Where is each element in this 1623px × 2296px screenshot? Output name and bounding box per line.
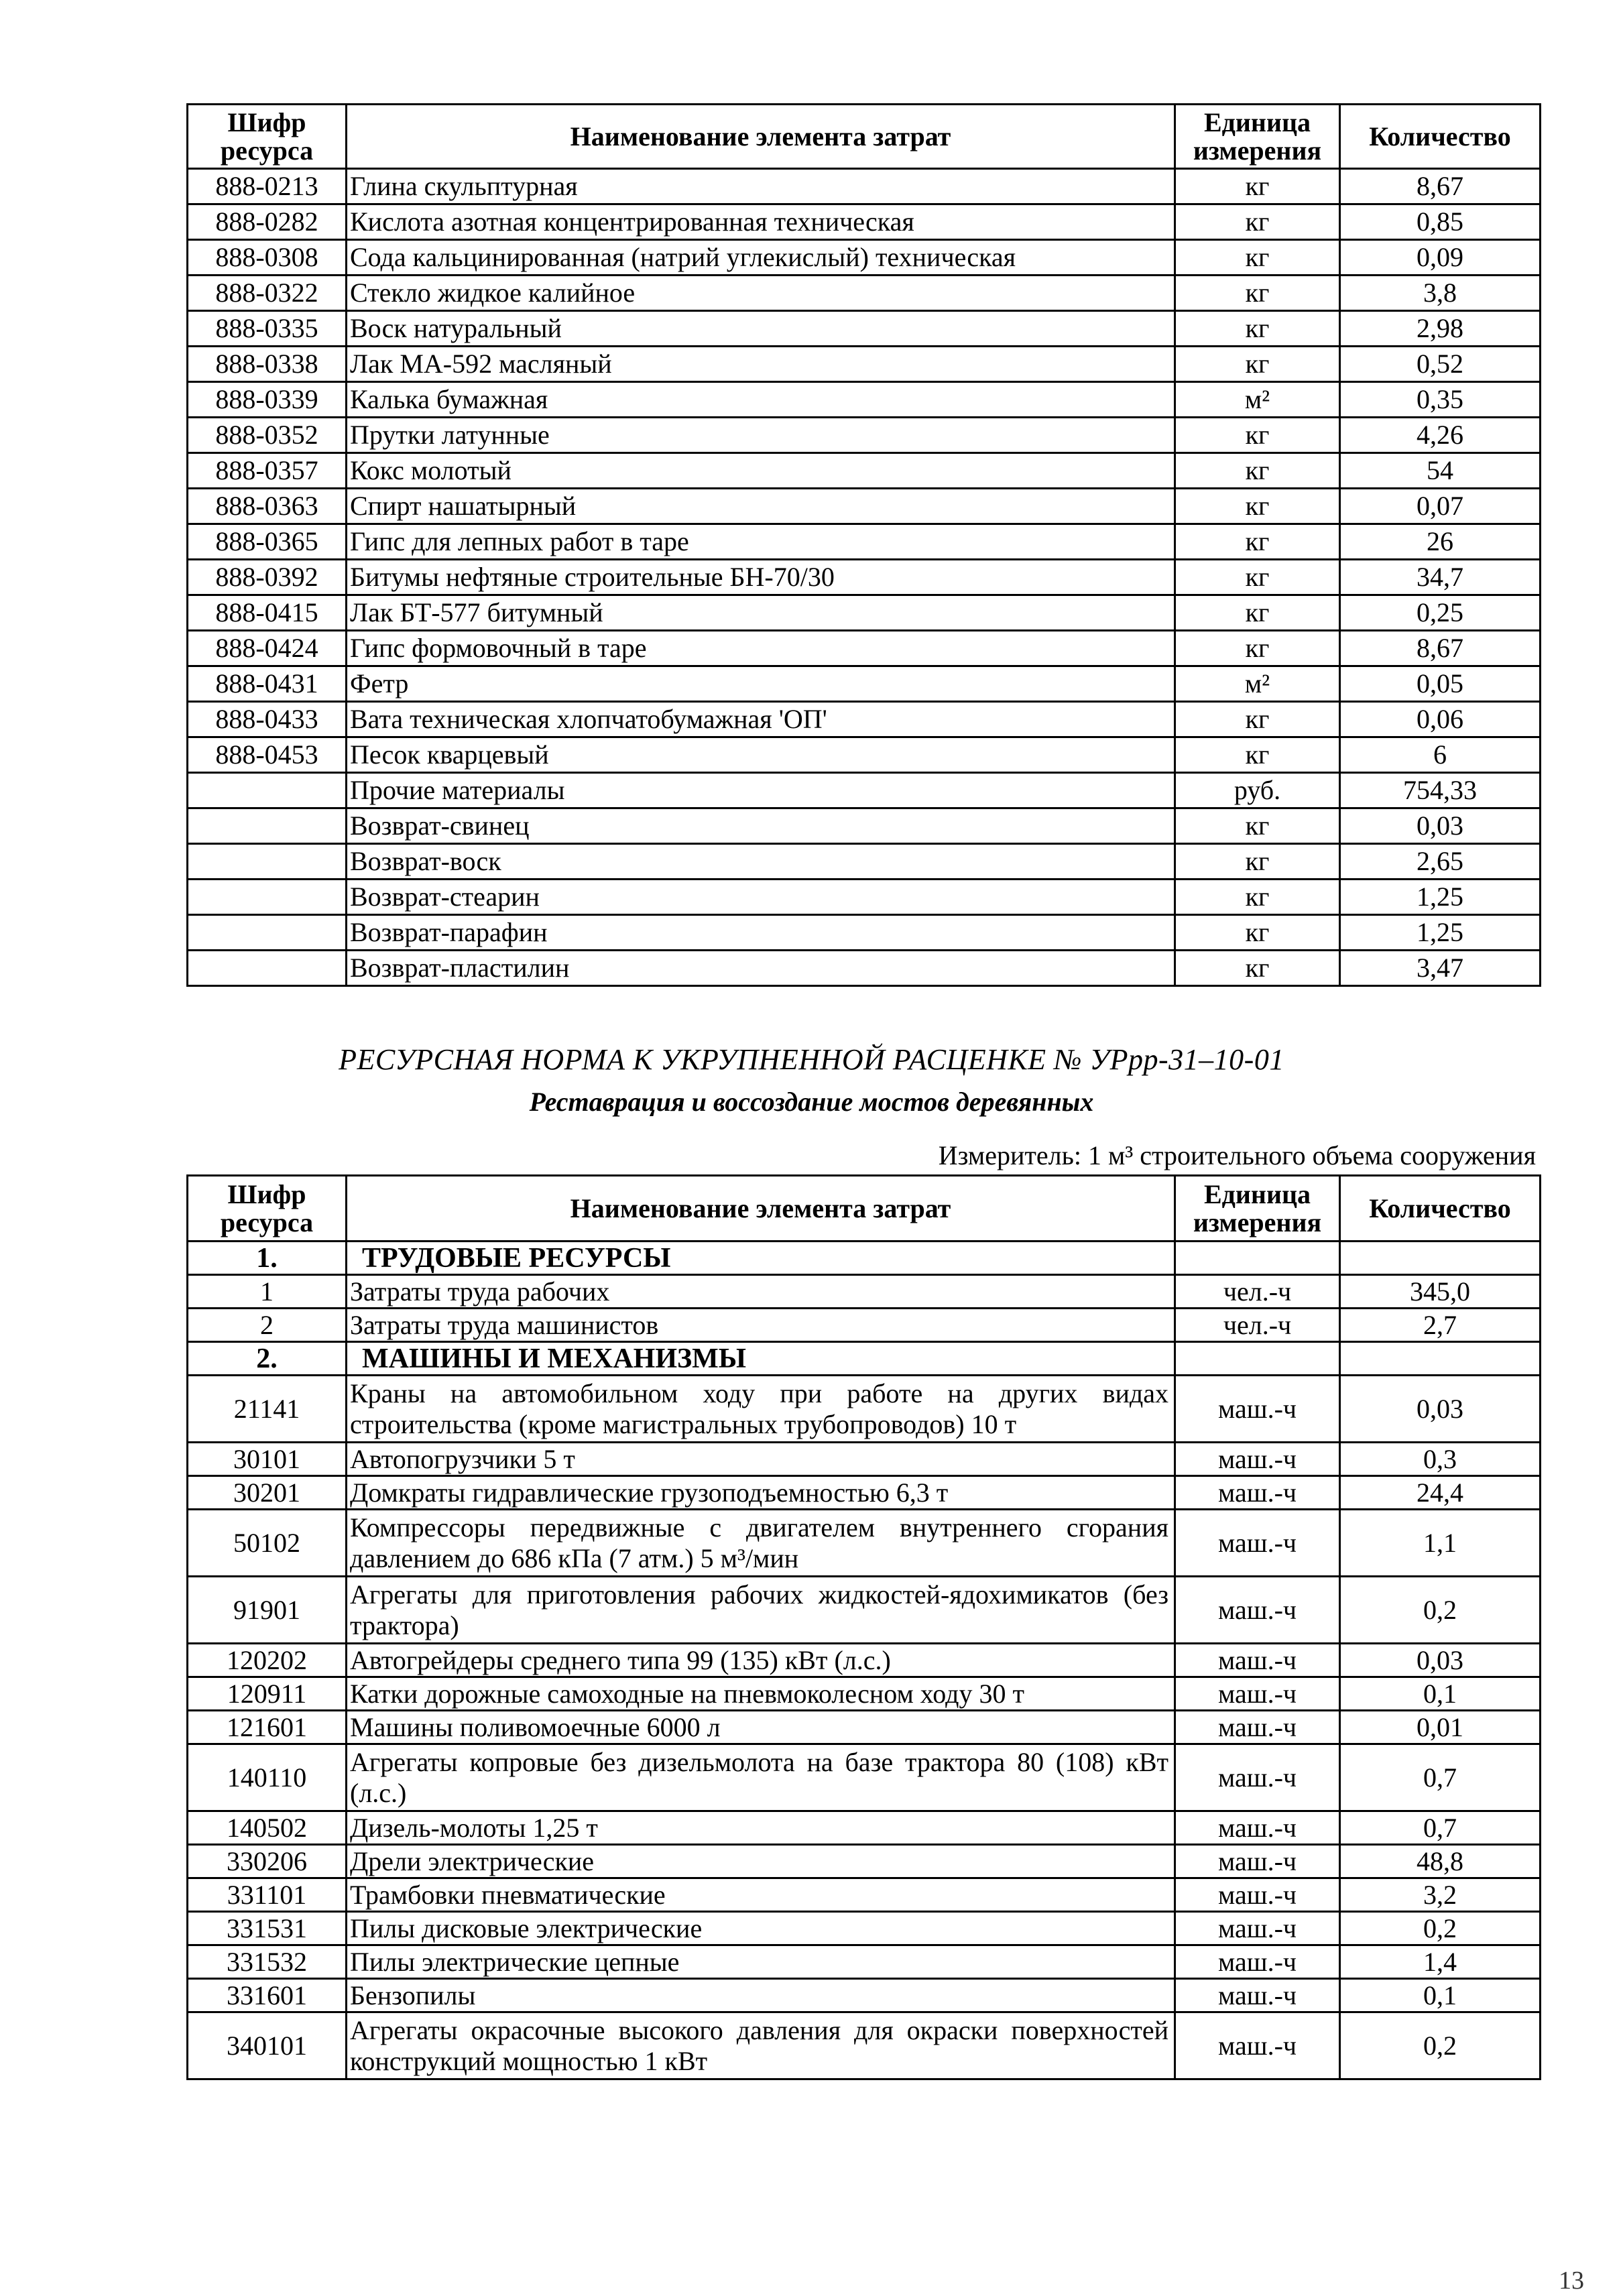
table-row <box>188 1744 1541 1811</box>
cell-qty: 2,98 <box>1340 311 1541 347</box>
cell-qty: 1,25 <box>1340 880 1541 915</box>
cell-name: Возврат-пластилин <box>347 951 1175 986</box>
table-header-row <box>188 1176 1541 1242</box>
cell-name: Песок кварцевый <box>347 737 1175 773</box>
cell-name: Дрели электрические <box>347 1845 1175 1878</box>
cell-code: 888-0352 <box>188 418 347 453</box>
table-row <box>188 382 1541 418</box>
table-row <box>188 1443 1541 1476</box>
cell-unit: руб. <box>1175 773 1340 808</box>
section-title: МАШИНЫ И МЕХАНИЗМЫ <box>347 1342 1175 1376</box>
cell-name: Гипс формовочный в таре <box>347 631 1175 666</box>
cell-qty: 2,65 <box>1340 844 1541 880</box>
cell-unit: маш.-ч <box>1175 1476 1340 1510</box>
cell-name: Пилы дисковые электрические <box>347 1912 1175 1945</box>
cell-name: Пилы электрические цепные <box>347 1945 1175 1979</box>
cell-qty: 0,7 <box>1340 1744 1541 1811</box>
table-row <box>188 2012 1541 2079</box>
table-row <box>188 773 1541 808</box>
cell-unit: кг <box>1175 204 1340 240</box>
cell-name: Калька бумажная <box>347 382 1175 418</box>
table-row <box>188 240 1541 276</box>
cell-code: 121601 <box>188 1711 347 1744</box>
cell-code <box>188 915 347 951</box>
cell-code: 21141 <box>188 1376 347 1443</box>
cell-qty: 4,26 <box>1340 418 1541 453</box>
cell-qty <box>1340 1242 1541 1275</box>
cell-name: Агрегаты копровые без дизельмолота на базе трактора 80 (108) кВт (л.с.) <box>347 1744 1175 1811</box>
cell-unit: м² <box>1175 382 1340 418</box>
cell-name: Автопогрузчики 5 т <box>347 1443 1175 1476</box>
table-row <box>188 204 1541 240</box>
header-unit: Единица измерения <box>1175 105 1340 169</box>
cell-qty: 0,25 <box>1340 595 1541 631</box>
cell-name: Кокс молотый <box>347 453 1175 489</box>
cell-unit: кг <box>1175 418 1340 453</box>
cell-code: 331101 <box>188 1878 347 1912</box>
cell-code: 331531 <box>188 1912 347 1945</box>
cell-unit: маш.-ч <box>1175 1677 1340 1711</box>
cell-unit: маш.-ч <box>1175 1912 1340 1945</box>
cell-unit: кг <box>1175 276 1340 311</box>
cell-qty: 754,33 <box>1340 773 1541 808</box>
cell-qty: 24,4 <box>1340 1476 1541 1510</box>
cell-code: 1 <box>188 1275 347 1309</box>
cell-code <box>188 808 347 844</box>
table-row <box>188 453 1541 489</box>
cell-unit: маш.-ч <box>1175 1979 1340 2012</box>
cell-qty: 0,1 <box>1340 1677 1541 1711</box>
cell-qty: 0,2 <box>1340 1912 1541 1945</box>
cell-qty: 26 <box>1340 524 1541 560</box>
cell-name: Агрегаты для приготовления рабочих жидкостей-ядохимикатов (без трактора) <box>347 1577 1175 1644</box>
cell-qty: 48,8 <box>1340 1845 1541 1878</box>
materials-table-body <box>188 169 1541 986</box>
table-row <box>188 489 1541 524</box>
resources-table <box>186 1174 1541 2080</box>
table-row <box>188 524 1541 560</box>
cell-qty: 0,35 <box>1340 382 1541 418</box>
table-row <box>188 737 1541 773</box>
table-row <box>188 1309 1541 1342</box>
materials-table <box>186 103 1541 987</box>
cell-code: 888-0431 <box>188 666 347 702</box>
cell-code: 2 <box>188 1309 347 1342</box>
cell-unit: кг <box>1175 880 1340 915</box>
table-row <box>188 844 1541 880</box>
cell-qty: 0,2 <box>1340 2012 1541 2079</box>
cell-code <box>188 844 347 880</box>
cell-unit: маш.-ч <box>1175 1845 1340 1878</box>
cell-name: Стекло жидкое калийное <box>347 276 1175 311</box>
table-row <box>188 1811 1541 1845</box>
table-row <box>188 702 1541 737</box>
cell-name: Трамбовки пневматические <box>347 1878 1175 1912</box>
cell-qty: 8,67 <box>1340 169 1541 204</box>
cell-unit: маш.-ч <box>1175 1510 1340 1577</box>
cell-name: Машины поливомоечные 6000 л <box>347 1711 1175 1744</box>
cell-unit: кг <box>1175 702 1340 737</box>
cell-qty: 0,03 <box>1340 808 1541 844</box>
cell-name: Краны на автомобильном ходу при работе на других видах строительства (кроме магистральных трубопроводов) 10 т <box>347 1376 1175 1443</box>
cell-unit: маш.-ч <box>1175 1644 1340 1677</box>
cell-qty: 0,7 <box>1340 1811 1541 1845</box>
cell-code: 30101 <box>188 1443 347 1476</box>
header-code: Шифр ресурса <box>188 1176 347 1242</box>
cell-code: 50102 <box>188 1510 347 1577</box>
table-row <box>188 311 1541 347</box>
cell-name: Битумы нефтяные строительные БН-70/30 <box>347 560 1175 595</box>
cell-qty: 3,47 <box>1340 951 1541 986</box>
cell-name: Возврат-воск <box>347 844 1175 880</box>
cell-unit: маш.-ч <box>1175 1376 1340 1443</box>
cell-unit: маш.-ч <box>1175 1443 1340 1476</box>
cell-name: Фетр <box>347 666 1175 702</box>
table-row <box>188 418 1541 453</box>
cell-code: 888-0363 <box>188 489 347 524</box>
cell-unit: кг <box>1175 844 1340 880</box>
table-row <box>188 666 1541 702</box>
cell-unit: кг <box>1175 169 1340 204</box>
cell-unit: кг <box>1175 524 1340 560</box>
table-row <box>188 880 1541 915</box>
cell-qty: 3,8 <box>1340 276 1541 311</box>
header-name: Наименование элемента затрат <box>347 1176 1175 1242</box>
section-number: 2. <box>188 1342 347 1376</box>
cell-qty: 0,05 <box>1340 666 1541 702</box>
table-row <box>188 347 1541 382</box>
cell-code: 888-0339 <box>188 382 347 418</box>
cell-code: 340101 <box>188 2012 347 2079</box>
cell-code: 888-0365 <box>188 524 347 560</box>
cell-qty: 1,4 <box>1340 1945 1541 1979</box>
cell-unit <box>1175 1242 1340 1275</box>
cell-unit: чел.-ч <box>1175 1275 1340 1309</box>
cell-unit: кг <box>1175 347 1340 382</box>
cell-unit: маш.-ч <box>1175 1945 1340 1979</box>
section-row <box>188 1342 1541 1376</box>
table-row <box>188 1878 1541 1912</box>
cell-qty: 8,67 <box>1340 631 1541 666</box>
cell-unit: чел.-ч <box>1175 1309 1340 1342</box>
cell-qty: 0,85 <box>1340 204 1541 240</box>
cell-name: Кислота азотная концентрированная техническая <box>347 204 1175 240</box>
cell-code: 91901 <box>188 1577 347 1644</box>
header-name: Наименование элемента затрат <box>347 105 1175 169</box>
cell-name: Гипс для лепных работ в таре <box>347 524 1175 560</box>
measurement-unit: Измеритель: 1 м³ строительного объема сооружения <box>938 1140 1536 1170</box>
cell-code: 888-0335 <box>188 311 347 347</box>
table-row <box>188 1912 1541 1945</box>
table-row <box>188 1275 1541 1309</box>
cell-code <box>188 951 347 986</box>
cell-name: Сода кальцинированная (натрий углекислый) техническая <box>347 240 1175 276</box>
cell-code: 888-0213 <box>188 169 347 204</box>
cell-unit: маш.-ч <box>1175 1744 1340 1811</box>
cell-qty: 345,0 <box>1340 1275 1541 1309</box>
cell-code: 888-0424 <box>188 631 347 666</box>
cell-name: Прочие материалы <box>347 773 1175 808</box>
table-row <box>188 915 1541 951</box>
table-row <box>188 1845 1541 1878</box>
resources-table-body <box>188 1242 1541 2079</box>
cell-qty: 3,2 <box>1340 1878 1541 1912</box>
table-row <box>188 1577 1541 1644</box>
cell-unit: кг <box>1175 951 1340 986</box>
table-row <box>188 276 1541 311</box>
cell-code: 888-0322 <box>188 276 347 311</box>
table-row <box>188 951 1541 986</box>
cell-code: 888-0415 <box>188 595 347 631</box>
cell-qty: 0,06 <box>1340 702 1541 737</box>
cell-name: Компрессоры передвижные с двигателем внутреннего сгорания давлением до 686 кПа (7 атм.) 5 м³/мин <box>347 1510 1175 1577</box>
cell-qty: 0,52 <box>1340 347 1541 382</box>
section-title: ТРУДОВЫЕ РЕСУРСЫ <box>347 1242 1175 1275</box>
table-row <box>188 1644 1541 1677</box>
cell-unit: кг <box>1175 560 1340 595</box>
cell-qty: 6 <box>1340 737 1541 773</box>
cell-qty: 0,07 <box>1340 489 1541 524</box>
cell-unit: кг <box>1175 915 1340 951</box>
cell-name: Автогрейдеры среднего типа 99 (135) кВт (л.с.) <box>347 1644 1175 1677</box>
table-row <box>188 169 1541 204</box>
cell-code: 30201 <box>188 1476 347 1510</box>
cell-name: Вата техническая хлопчатобумажная 'ОП' <box>347 702 1175 737</box>
table-row <box>188 1476 1541 1510</box>
cell-code: 888-0338 <box>188 347 347 382</box>
cell-qty <box>1340 1342 1541 1376</box>
cell-name: Возврат-парафин <box>347 915 1175 951</box>
cell-unit: м² <box>1175 666 1340 702</box>
cell-qty: 2,7 <box>1340 1309 1541 1342</box>
cell-unit: маш.-ч <box>1175 1711 1340 1744</box>
cell-code: 888-0433 <box>188 702 347 737</box>
cell-code: 120202 <box>188 1644 347 1677</box>
cell-name: Бензопилы <box>347 1979 1175 2012</box>
header-qty: Количество <box>1340 1176 1541 1242</box>
cell-code: 330206 <box>188 1845 347 1878</box>
cell-unit: кг <box>1175 311 1340 347</box>
cell-qty: 0,1 <box>1340 1979 1541 2012</box>
norm-subtitle: Реставрация и воссоздание мостов деревянных <box>529 1087 1094 1117</box>
page-number: 13 <box>1559 2267 1584 2295</box>
cell-name: Затраты труда машинистов <box>347 1309 1175 1342</box>
table-row <box>188 595 1541 631</box>
header-code: Шифр ресурса <box>188 105 347 169</box>
table-row <box>188 1945 1541 1979</box>
cell-code: 888-0357 <box>188 453 347 489</box>
cell-qty: 0,3 <box>1340 1443 1541 1476</box>
header-unit: Единица измерения <box>1175 1176 1340 1242</box>
table-row <box>188 1711 1541 1744</box>
cell-code <box>188 880 347 915</box>
table-row <box>188 1677 1541 1711</box>
cell-qty: 54 <box>1340 453 1541 489</box>
cell-name: Затраты труда рабочих <box>347 1275 1175 1309</box>
cell-unit: кг <box>1175 808 1340 844</box>
cell-unit: кг <box>1175 737 1340 773</box>
cell-unit: кг <box>1175 631 1340 666</box>
cell-code: 888-0282 <box>188 204 347 240</box>
cell-qty: 0,03 <box>1340 1644 1541 1677</box>
cell-qty: 1,25 <box>1340 915 1541 951</box>
cell-name: Домкраты гидравлические грузоподъемностью 6,3 т <box>347 1476 1175 1510</box>
cell-name: Глина скульптурная <box>347 169 1175 204</box>
table-row <box>188 1510 1541 1577</box>
cell-name: Воск натуральный <box>347 311 1175 347</box>
cell-unit <box>1175 1342 1340 1376</box>
cell-unit: маш.-ч <box>1175 1878 1340 1912</box>
cell-code: 888-0392 <box>188 560 347 595</box>
table-row <box>188 631 1541 666</box>
cell-name: Лак БТ-577 битумный <box>347 595 1175 631</box>
cell-name: Возврат-свинец <box>347 808 1175 844</box>
cell-name: Агрегаты окрасочные высокого давления для окраски поверхностей конструкций мощностью 1 кВт <box>347 2012 1175 2079</box>
section-number: 1. <box>188 1242 347 1275</box>
cell-unit: маш.-ч <box>1175 1577 1340 1644</box>
table-row <box>188 560 1541 595</box>
cell-qty: 34,7 <box>1340 560 1541 595</box>
cell-unit: кг <box>1175 240 1340 276</box>
cell-unit: маш.-ч <box>1175 1811 1340 1845</box>
cell-unit: кг <box>1175 489 1340 524</box>
cell-qty: 1,1 <box>1340 1510 1541 1577</box>
table-row <box>188 1376 1541 1443</box>
cell-code: 120911 <box>188 1677 347 1711</box>
cell-qty: 0,03 <box>1340 1376 1541 1443</box>
cell-unit: маш.-ч <box>1175 2012 1340 2079</box>
cell-code: 888-0308 <box>188 240 347 276</box>
cell-name: Катки дорожные самоходные на пневмоколесном ходу 30 т <box>347 1677 1175 1711</box>
cell-code: 331532 <box>188 1945 347 1979</box>
norm-title: РЕСУРСНАЯ НОРМА К УКРУПНЕННОЙ РАСЦЕНКЕ № УРрр-31–10-01 <box>339 1043 1284 1076</box>
cell-code <box>188 773 347 808</box>
header-qty: Количество <box>1340 105 1541 169</box>
cell-name: Дизель-молоты 1,25 т <box>347 1811 1175 1845</box>
cell-qty: 0,01 <box>1340 1711 1541 1744</box>
table-row <box>188 1979 1541 2012</box>
cell-code: 140502 <box>188 1811 347 1845</box>
cell-code: 140110 <box>188 1744 347 1811</box>
cell-name: Спирт нашатырный <box>347 489 1175 524</box>
cell-unit: кг <box>1175 453 1340 489</box>
cell-qty: 0,2 <box>1340 1577 1541 1644</box>
cell-name: Возврат-стеарин <box>347 880 1175 915</box>
table-header-row <box>188 105 1541 169</box>
section-row <box>188 1242 1541 1275</box>
cell-unit: кг <box>1175 595 1340 631</box>
cell-name: Лак МА-592 масляный <box>347 347 1175 382</box>
cell-code: 888-0453 <box>188 737 347 773</box>
table-row <box>188 808 1541 844</box>
cell-qty: 0,09 <box>1340 240 1541 276</box>
cell-name: Прутки латунные <box>347 418 1175 453</box>
cell-code: 331601 <box>188 1979 347 2012</box>
